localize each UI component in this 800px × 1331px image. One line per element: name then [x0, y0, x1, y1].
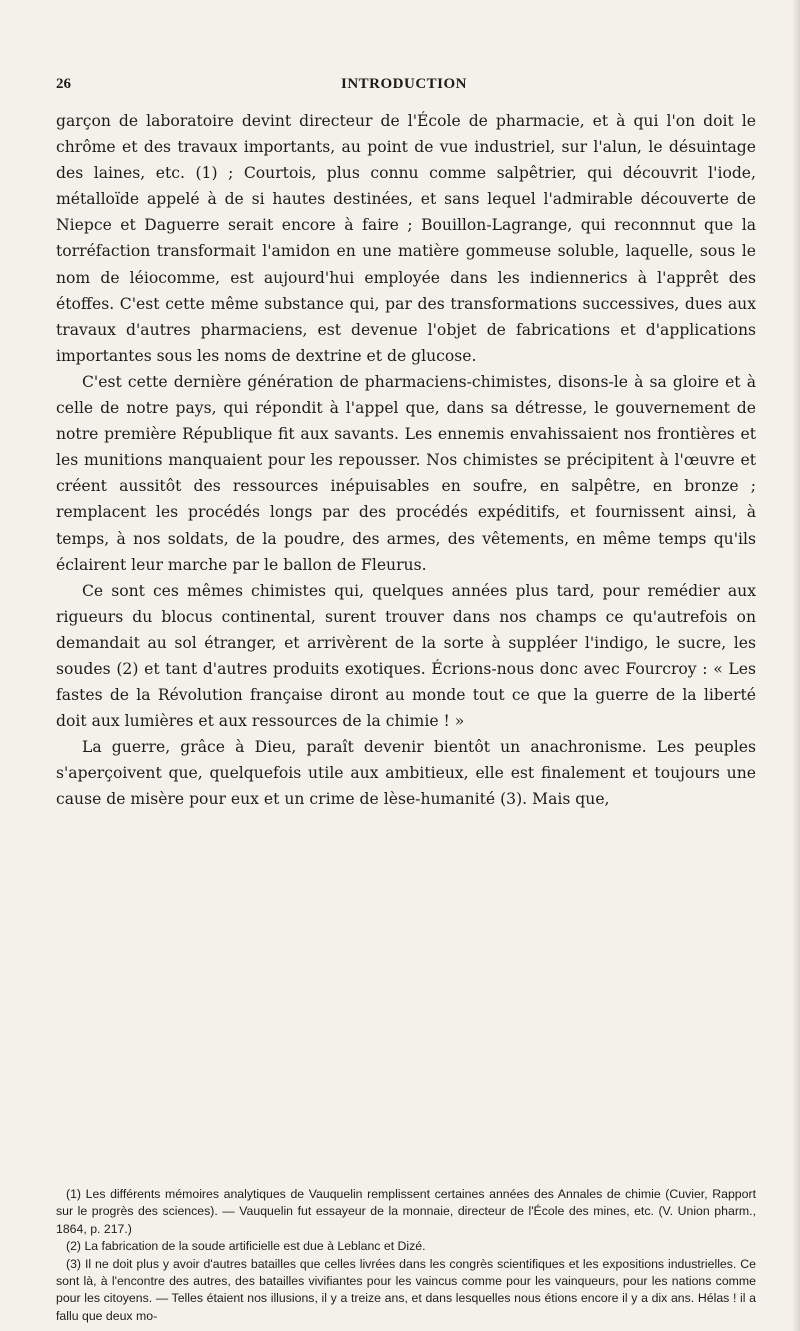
page-number: 26 [56, 76, 71, 92]
running-title: INTRODUCTION [340, 76, 467, 92]
footnote-3: (3) Il ne doit plus y avoir d'autres batailles que celles livrées dans les congrès scientifiques et les expositions industrielles. Ce sont là, à l'encontre des autres, des batailles vivifiantes pour les vaincus comme pour les vainqueurs, pour les nations comme pour les citoyens. — Telles étaient nos illusions, il y a treize ans, et dans lesquelles nous étions encore il y a dix ans. Hélas ! il a fallu que deux mo- [56, 1256, 756, 1323]
paragraph-1: garçon de laboratoire devint directeur de l'École de pharmacie, et à qui l'on doit le chrôme et des travaux importants, au point de vue industriel, sur l'alun, le désuintage des laines, etc. (1) ; Courtois, plus connu comme salpêtrier, qui découvrit l'iode, métalloïde appelé à de si hautes destinées, et sans lequel l'admirable découverte de Niepce et Daguerre serait encore à faire ; Bouillon-Lagrange, qui reconnnut que la torréfaction transformait l'amidon en une matière gommeuse soluble, laquelle, sous le nom de léiocomme, est aujourd'hui employée dans les indiennerics à l'apprêt des étoffes. C'est cette même substance qui, par des transformations successives, dues aux travaux d'autres pharmaciens, est devenue l'objet de fabrications et d'applications importantes sous les noms de dextrine et de glucose. [56, 112, 756, 365]
paragraph-2: C'est cette dernière génération de pharmaciens-chimistes, disons-le à sa gloire et à celle de notre pays, qui répondit à l'appel que, dans sa détresse, le gouvernement de notre première République fit aux savants. Les ennemis envahissaient nos frontières et les munitions manquaient pour les repousser. Nos chimistes se précipitent à l'œuvre et créent aussitôt des ressources inépuisables en soufre, en salpêtre, en bronze ; remplacent les procédés longs par des procédés expéditifs, et fournissent ainsi, à temps, à nos soldats, de la poudre, des armes, des vêtements, en même temps qu'ils éclairent leur marche par le ballon de Fleurus. [56, 372, 756, 574]
footnotes [56, 1186, 756, 1325]
body-text [56, 108, 756, 813]
page-header [56, 76, 752, 98]
paragraph-3: Ce sont ces mêmes chimistes qui, quelques années plus tard, pour remédier aux rigueurs du blocus continental, surent trouver dans nos champs ce qu'autrefois on demandait au sol étranger, et arrivèrent de la sorte à suppléer l'indigo, le sucre, les soudes (2) et tant d'autres produits exotiques. Écrions-nous donc avec Fourcroy : « Les fastes de la Révolution française diront au monde tout ce que la guerre de la liberté doit aux lumières et aux ressources de la chimie ! » [56, 581, 756, 731]
paragraph-4: La guerre, grâce à Dieu, paraît devenir bientôt un anachronisme. Les peuples s'aperçoivent que, quelquefois utile aux ambitieux, elle est finalement et toujours une cause de misère pour eux et un crime de lèse-humanité (3). Mais que, [56, 738, 756, 809]
footnote-1: (1) Les différents mémoires analytiques de Vauquelin remplissent certaines années des Annales de chimie (Cuvier, Rapport sur le progrès des sciences). — Vauquelin fut essayeur de la monnaie, directeur de l'École des mines, etc. (V. Union pharm., 1864, p. 217.) [56, 1187, 756, 1236]
page-edge-shadow [792, 0, 800, 1331]
footnote-2: (2) La fabrication de la soude artificielle est due à Leblanc et Dizé. [66, 1239, 426, 1254]
